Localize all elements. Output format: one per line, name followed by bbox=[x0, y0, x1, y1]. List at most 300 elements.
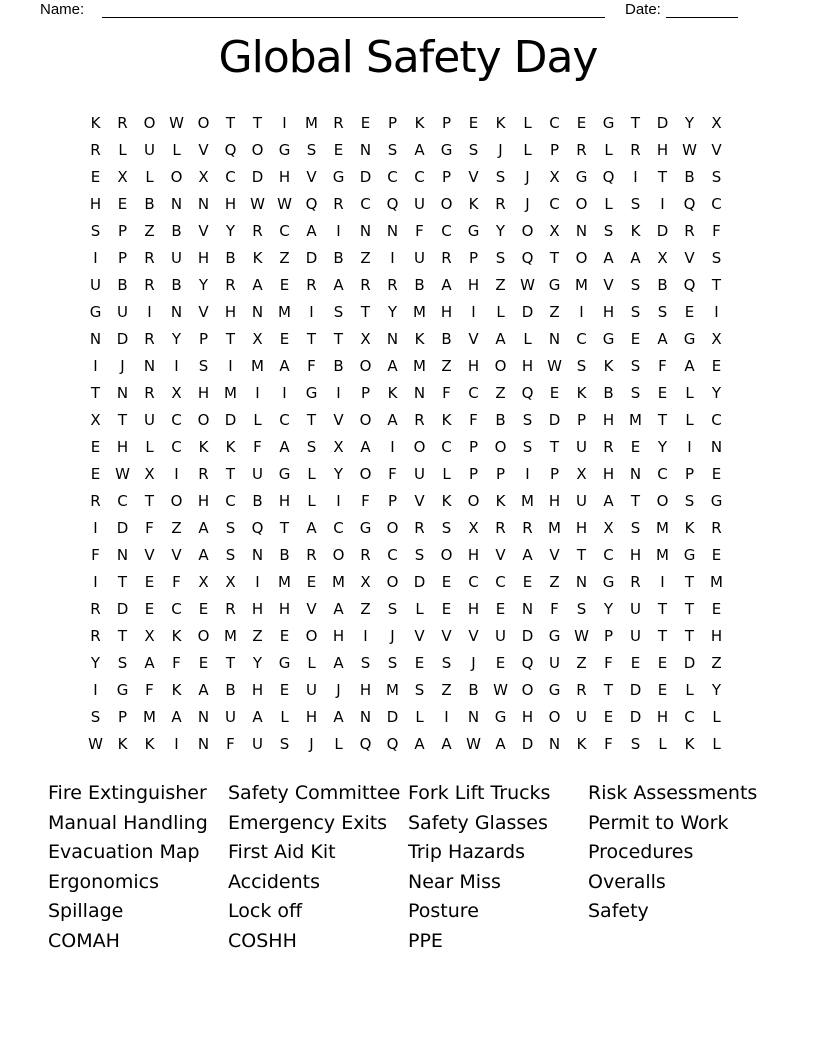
grid-cell: V bbox=[603, 276, 614, 294]
grid-cell: L bbox=[145, 438, 154, 456]
grid-cell: H bbox=[305, 708, 318, 726]
grid-cell: W bbox=[520, 276, 535, 294]
grid-cell: O bbox=[575, 249, 588, 267]
grid-cell: U bbox=[630, 627, 641, 645]
grid-cell: V bbox=[306, 600, 317, 618]
grid-cell: N bbox=[548, 735, 561, 753]
grid-cell: A bbox=[252, 276, 263, 294]
grid-cell: I bbox=[660, 195, 665, 213]
grid-cell: E bbox=[279, 330, 290, 348]
grid-cell: U bbox=[549, 654, 560, 672]
grid-cell: L bbox=[118, 141, 127, 159]
grid-cell: G bbox=[683, 330, 696, 348]
grid-cell: A bbox=[630, 249, 641, 267]
grid-cell: S bbox=[576, 600, 587, 618]
grid-cell: N bbox=[710, 438, 723, 456]
grid-cell: M bbox=[656, 519, 669, 537]
grid-cell: H bbox=[251, 681, 264, 699]
grid-cell: K bbox=[684, 519, 695, 537]
grid-cell: V bbox=[495, 546, 506, 564]
word-list-item: Safety bbox=[588, 900, 649, 923]
grid-cell: O bbox=[197, 627, 210, 645]
grid-cell: I bbox=[282, 114, 287, 132]
grid-cell: H bbox=[548, 492, 561, 510]
grid-cell: C bbox=[657, 465, 668, 483]
grid-cell: R bbox=[630, 141, 641, 159]
grid-cell: U bbox=[630, 600, 641, 618]
grid-cell: J bbox=[120, 357, 125, 375]
grid-cell: L bbox=[415, 600, 424, 618]
grid-cell: A bbox=[333, 276, 344, 294]
grid-cell: I bbox=[147, 303, 152, 321]
grid-cell: A bbox=[441, 735, 452, 753]
grid-cell: O bbox=[143, 114, 156, 132]
grid-cell: G bbox=[602, 330, 615, 348]
word-list-item: Ergonomics bbox=[48, 870, 159, 893]
grid-cell: Q bbox=[683, 276, 696, 294]
grid-cell: A bbox=[603, 492, 614, 510]
grid-cell: B bbox=[252, 492, 263, 510]
grid-cell: H bbox=[197, 492, 210, 510]
word-list-item: Safety Committee bbox=[228, 782, 401, 804]
grid-cell: P bbox=[468, 438, 479, 456]
grid-cell: S bbox=[711, 249, 722, 267]
grid-cell: S bbox=[441, 654, 452, 672]
grid-cell: Q bbox=[521, 249, 534, 267]
grid-cell: A bbox=[198, 546, 209, 564]
grid-cell: N bbox=[251, 303, 264, 321]
grid-cell: F bbox=[658, 357, 667, 375]
grid-cell: G bbox=[116, 681, 129, 699]
grid-cell: P bbox=[387, 492, 398, 510]
grid-cell: Y bbox=[171, 330, 182, 348]
grid-cell: L bbox=[496, 303, 505, 321]
grid-cell: V bbox=[198, 222, 209, 240]
grid-cell: H bbox=[656, 141, 669, 159]
grid-cell: T bbox=[360, 303, 371, 321]
grid-cell: V bbox=[171, 546, 182, 564]
grid-cell: E bbox=[90, 438, 101, 456]
grid-cell: O bbox=[521, 681, 534, 699]
grid-cell: E bbox=[441, 573, 452, 591]
grid-cell: T bbox=[549, 438, 560, 456]
grid-cell: F bbox=[253, 438, 262, 456]
grid-cell: N bbox=[575, 222, 588, 240]
grid-cell: P bbox=[117, 222, 128, 240]
grid-cell: K bbox=[468, 195, 479, 213]
grid-cell: Z bbox=[441, 681, 452, 699]
grid-cell: O bbox=[197, 411, 210, 429]
grid-cell: L bbox=[712, 735, 721, 753]
grid-cell: T bbox=[603, 681, 614, 699]
grid-cell: E bbox=[279, 627, 290, 645]
grid-cell: G bbox=[305, 384, 318, 402]
grid-cell: L bbox=[307, 654, 316, 672]
grid-cell: V bbox=[144, 546, 155, 564]
grid-cell: K bbox=[603, 357, 614, 375]
grid-cell: T bbox=[225, 654, 236, 672]
grid-cell: Y bbox=[711, 384, 722, 402]
grid-cell: T bbox=[630, 492, 641, 510]
grid-cell: V bbox=[711, 141, 722, 159]
grid-cell: T bbox=[684, 573, 695, 591]
grid-cell: A bbox=[198, 519, 209, 537]
grid-cell: X bbox=[198, 168, 209, 186]
grid-cell: Z bbox=[360, 249, 371, 267]
grid-cell: E bbox=[711, 357, 722, 375]
grid-cell: H bbox=[359, 681, 372, 699]
grid-cell: Q bbox=[386, 195, 399, 213]
grid-cell: D bbox=[386, 708, 399, 726]
grid-cell: T bbox=[144, 492, 155, 510]
grid-cell: S bbox=[630, 357, 641, 375]
grid-cell: U bbox=[576, 438, 587, 456]
grid-cell: X bbox=[711, 330, 722, 348]
grid-cell: V bbox=[198, 303, 209, 321]
grid-cell: B bbox=[171, 276, 182, 294]
grid-cell: Y bbox=[90, 654, 101, 672]
grid-cell: R bbox=[333, 195, 344, 213]
grid-cell: E bbox=[495, 654, 506, 672]
grid-cell: R bbox=[576, 681, 587, 699]
grid-cell: M bbox=[143, 708, 156, 726]
grid-cell: M bbox=[548, 519, 561, 537]
grid-cell: U bbox=[306, 681, 317, 699]
grid-cell: H bbox=[251, 600, 264, 618]
grid-cell: X bbox=[90, 411, 101, 429]
grid-cell: V bbox=[414, 492, 425, 510]
grid-cell: K bbox=[414, 114, 425, 132]
grid-cell: N bbox=[116, 546, 129, 564]
grid-cell: B bbox=[414, 276, 425, 294]
grid-cell: R bbox=[522, 519, 533, 537]
grid-cell: P bbox=[117, 249, 128, 267]
grid-cell: M bbox=[413, 357, 426, 375]
grid-cell: K bbox=[252, 249, 263, 267]
grid-cell: O bbox=[359, 465, 372, 483]
grid-cell: T bbox=[306, 411, 317, 429]
grid-cell: O bbox=[656, 492, 669, 510]
grid-cell: F bbox=[469, 411, 478, 429]
grid-cell: S bbox=[630, 735, 641, 753]
grid-cell: X bbox=[117, 168, 128, 186]
grid-cell: T bbox=[684, 600, 695, 618]
grid-cell: B bbox=[171, 222, 182, 240]
grid-cell: U bbox=[414, 195, 425, 213]
grid-cell: L bbox=[604, 195, 613, 213]
grid-cell: E bbox=[549, 384, 560, 402]
grid-cell: C bbox=[711, 411, 722, 429]
word-list-item: Overalls bbox=[588, 870, 666, 893]
grid-cell: T bbox=[306, 330, 317, 348]
word-list-item: Posture bbox=[408, 900, 479, 923]
grid-cell: W bbox=[466, 735, 481, 753]
grid-cell: T bbox=[657, 168, 668, 186]
grid-cell: Q bbox=[683, 195, 696, 213]
grid-cell: M bbox=[710, 573, 723, 591]
grid-cell: S bbox=[387, 600, 398, 618]
grid-cell: J bbox=[309, 735, 314, 753]
grid-cell: H bbox=[278, 492, 291, 510]
grid-cell: G bbox=[332, 168, 345, 186]
grid-cell: I bbox=[174, 357, 179, 375]
grid-cell: A bbox=[414, 735, 425, 753]
grid-cell: L bbox=[307, 492, 316, 510]
grid-cell: R bbox=[144, 330, 155, 348]
grid-cell: C bbox=[414, 168, 425, 186]
grid-cell: X bbox=[360, 330, 371, 348]
grid-cell: K bbox=[630, 222, 641, 240]
grid-cell: S bbox=[603, 222, 614, 240]
grid-cell: Y bbox=[711, 681, 722, 699]
grid-cell: H bbox=[521, 708, 534, 726]
grid-cell: F bbox=[145, 519, 154, 537]
grid-cell: L bbox=[415, 708, 424, 726]
grid-cell: Z bbox=[711, 654, 722, 672]
grid-cell: I bbox=[714, 303, 719, 321]
grid-cell: Y bbox=[225, 222, 236, 240]
grid-cell: X bbox=[333, 438, 344, 456]
grid-cell: S bbox=[117, 654, 128, 672]
grid-cell: S bbox=[414, 681, 425, 699]
grid-cell: E bbox=[117, 195, 128, 213]
grid-cell: I bbox=[228, 357, 233, 375]
grid-cell: R bbox=[90, 492, 101, 510]
grid-cell: C bbox=[441, 438, 452, 456]
grid-cell: A bbox=[387, 411, 398, 429]
grid-cell: S bbox=[522, 438, 533, 456]
grid-cell: O bbox=[359, 411, 372, 429]
grid-cell: P bbox=[198, 330, 209, 348]
grid-cell: E bbox=[711, 600, 722, 618]
name-label: Name: bbox=[40, 1, 85, 18]
grid-cell: S bbox=[225, 546, 236, 564]
grid-cell: V bbox=[468, 330, 479, 348]
grid-cell: N bbox=[197, 708, 210, 726]
grid-cell: L bbox=[280, 708, 289, 726]
grid-cell: E bbox=[90, 168, 101, 186]
grid-cell: Y bbox=[495, 222, 506, 240]
grid-cell: E bbox=[468, 114, 479, 132]
grid-cell: R bbox=[414, 519, 425, 537]
grid-cell: Y bbox=[198, 276, 209, 294]
grid-cell: I bbox=[471, 303, 476, 321]
word-list-column-4 bbox=[588, 779, 757, 927]
grid-cell: E bbox=[630, 330, 641, 348]
grid-cell: P bbox=[576, 411, 587, 429]
grid-cell: O bbox=[494, 357, 507, 375]
grid-cell: G bbox=[359, 519, 372, 537]
grid-cell: M bbox=[413, 303, 426, 321]
word-list-item: Emergency Exits bbox=[228, 811, 388, 834]
grid-cell: P bbox=[495, 465, 506, 483]
grid-cell: A bbox=[252, 708, 263, 726]
grid-cell: O bbox=[251, 141, 264, 159]
grid-cell: H bbox=[224, 195, 237, 213]
grid-cell: D bbox=[224, 411, 237, 429]
grid-cell: O bbox=[548, 708, 561, 726]
grid-cell: O bbox=[170, 492, 183, 510]
grid-cell: U bbox=[144, 411, 155, 429]
grid-cell: A bbox=[333, 708, 344, 726]
grid-cell: M bbox=[305, 114, 318, 132]
grid-cell: V bbox=[468, 168, 479, 186]
grid-cell: G bbox=[494, 708, 507, 726]
grid-cell: Z bbox=[495, 276, 506, 294]
grid-cell: A bbox=[495, 330, 506, 348]
grid-cell: O bbox=[494, 438, 507, 456]
grid-cell: S bbox=[630, 384, 641, 402]
grid-cell: H bbox=[89, 195, 102, 213]
grid-cell: C bbox=[684, 708, 695, 726]
grid-cell: H bbox=[602, 303, 615, 321]
grid-cell: G bbox=[710, 492, 723, 510]
word-search-grid bbox=[82, 110, 730, 758]
grid-cell: G bbox=[575, 168, 588, 186]
grid-cell: P bbox=[117, 708, 128, 726]
grid-cell: E bbox=[684, 303, 695, 321]
grid-cell: E bbox=[630, 654, 641, 672]
word-list-item: First Aid Kit bbox=[228, 841, 336, 864]
grid-cell: A bbox=[495, 735, 506, 753]
grid-cell: S bbox=[495, 168, 506, 186]
grid-cell: Y bbox=[603, 600, 614, 618]
grid-cell: U bbox=[171, 249, 182, 267]
grid-cell: K bbox=[576, 735, 587, 753]
grid-cell: F bbox=[604, 654, 613, 672]
grid-cell: I bbox=[390, 438, 395, 456]
grid-cell: H bbox=[278, 600, 291, 618]
grid-cell: E bbox=[657, 681, 668, 699]
grid-cell: F bbox=[388, 465, 397, 483]
grid-cell: S bbox=[684, 492, 695, 510]
grid-cell: Z bbox=[360, 600, 371, 618]
grid-cell: C bbox=[387, 546, 398, 564]
grid-cell: T bbox=[225, 330, 236, 348]
grid-cell: W bbox=[277, 195, 292, 213]
grid-cell: D bbox=[116, 519, 129, 537]
grid-cell: H bbox=[197, 384, 210, 402]
grid-cell: Q bbox=[602, 168, 615, 186]
grid-cell: T bbox=[225, 114, 236, 132]
grid-cell: K bbox=[684, 735, 695, 753]
grid-cell: P bbox=[441, 114, 452, 132]
grid-cell: S bbox=[711, 168, 722, 186]
grid-cell: U bbox=[225, 708, 236, 726]
grid-cell: T bbox=[117, 627, 128, 645]
grid-cell: C bbox=[495, 573, 506, 591]
grid-cell: I bbox=[525, 465, 530, 483]
grid-cell: P bbox=[387, 114, 398, 132]
grid-cell: D bbox=[116, 330, 129, 348]
word-list-item: Accidents bbox=[228, 870, 320, 893]
date-label: Date: bbox=[625, 1, 661, 18]
grid-cell: C bbox=[603, 546, 614, 564]
page-title: Global Safety Day bbox=[218, 32, 598, 83]
grid-cell: N bbox=[548, 330, 561, 348]
grid-cell: E bbox=[711, 465, 722, 483]
grid-cell: R bbox=[684, 222, 695, 240]
grid-cell: K bbox=[225, 438, 236, 456]
grid-cell: E bbox=[360, 114, 371, 132]
grid-cell: X bbox=[225, 573, 236, 591]
grid-cell: R bbox=[90, 600, 101, 618]
grid-cell: U bbox=[495, 627, 506, 645]
grid-cell: H bbox=[521, 357, 534, 375]
grid-cell: N bbox=[629, 465, 642, 483]
grid-cell: E bbox=[90, 465, 101, 483]
grid-cell: I bbox=[93, 519, 98, 537]
word-list-item: COMAH bbox=[48, 929, 120, 952]
grid-cell: V bbox=[306, 168, 317, 186]
grid-cell: B bbox=[225, 681, 236, 699]
grid-cell: A bbox=[198, 681, 209, 699]
grid-cell: B bbox=[117, 276, 128, 294]
grid-cell: P bbox=[441, 168, 452, 186]
grid-cell: A bbox=[333, 600, 344, 618]
grid-cell: T bbox=[657, 600, 668, 618]
grid-cell: F bbox=[307, 357, 316, 375]
grid-cell: D bbox=[116, 600, 129, 618]
grid-cell: V bbox=[549, 546, 560, 564]
grid-cell: M bbox=[386, 681, 399, 699]
grid-cell: K bbox=[441, 411, 452, 429]
grid-cell: H bbox=[224, 303, 237, 321]
grid-cell: R bbox=[117, 114, 128, 132]
grid-cell: M bbox=[224, 627, 237, 645]
grid-cell: Y bbox=[387, 303, 398, 321]
grid-cell: S bbox=[441, 519, 452, 537]
grid-cell: I bbox=[687, 438, 692, 456]
word-list-item: Permit to Work bbox=[588, 811, 729, 834]
grid-cell: E bbox=[657, 384, 668, 402]
grid-cell: G bbox=[440, 141, 453, 159]
grid-cell: U bbox=[576, 492, 587, 510]
grid-cell: E bbox=[522, 573, 533, 591]
grid-cell: C bbox=[171, 411, 182, 429]
grid-cell: Z bbox=[171, 519, 182, 537]
grid-cell: B bbox=[441, 330, 452, 348]
grid-cell: K bbox=[414, 330, 425, 348]
grid-cell: A bbox=[171, 708, 182, 726]
grid-cell: H bbox=[467, 600, 480, 618]
grid-cell: W bbox=[547, 357, 562, 375]
grid-cell: C bbox=[468, 384, 479, 402]
grid-cell: V bbox=[684, 249, 695, 267]
grid-cell: O bbox=[440, 546, 453, 564]
grid-cell: O bbox=[467, 492, 480, 510]
grid-cell: G bbox=[683, 546, 696, 564]
grid-cell: N bbox=[197, 195, 210, 213]
grid-cell: D bbox=[629, 708, 642, 726]
grid-cell: C bbox=[441, 222, 452, 240]
grid-cell: P bbox=[468, 465, 479, 483]
grid-cell: C bbox=[279, 411, 290, 429]
grid-cell: C bbox=[333, 519, 344, 537]
grid-cell: H bbox=[467, 357, 480, 375]
grid-cell: D bbox=[656, 114, 669, 132]
grid-cell: N bbox=[386, 330, 399, 348]
grid-cell: I bbox=[336, 384, 341, 402]
grid-cell: K bbox=[171, 681, 182, 699]
grid-cell: R bbox=[252, 222, 263, 240]
grid-cell: X bbox=[144, 627, 155, 645]
grid-cell: M bbox=[656, 546, 669, 564]
grid-cell: A bbox=[387, 357, 398, 375]
grid-cell: E bbox=[495, 600, 506, 618]
word-list-item: Fire Extinguisher bbox=[48, 782, 207, 804]
grid-cell: W bbox=[574, 627, 589, 645]
